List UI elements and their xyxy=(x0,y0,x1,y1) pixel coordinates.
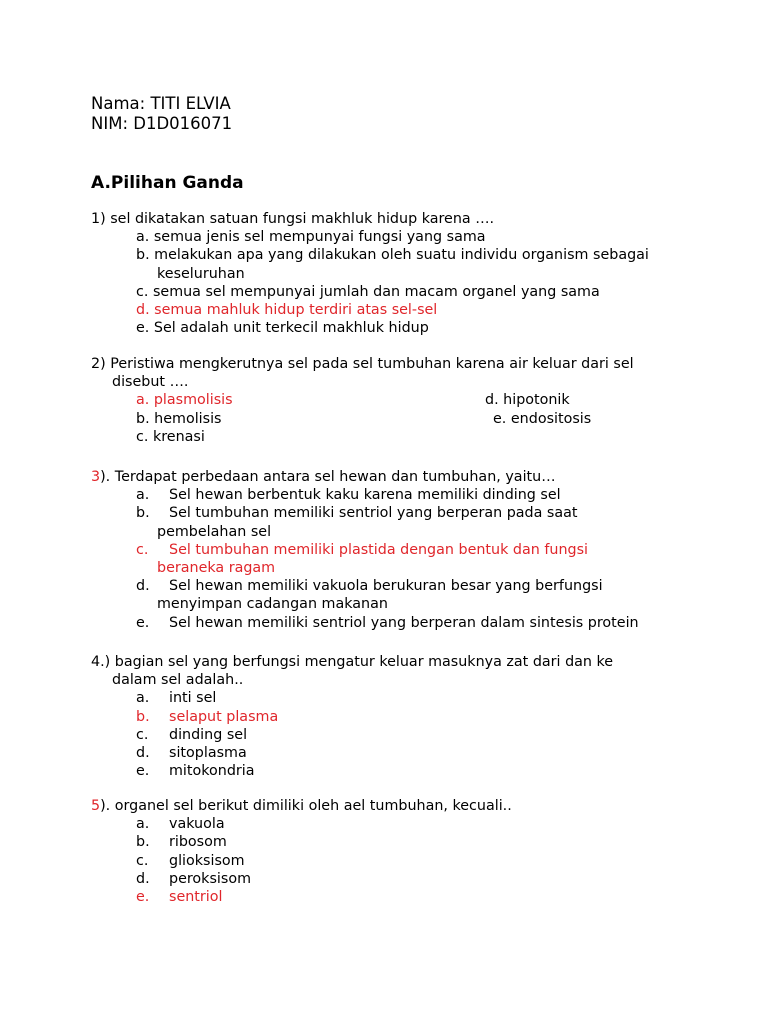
question-2-row-2 xyxy=(0,410,768,428)
question-1-text: 1) sel dikatakan satuan fungsi makhluk hidup karena …. xyxy=(91,211,495,227)
question-2-text: 2) Peristiwa mengkerutnya sel pada sel tumbuhan karena air keluar dari sel xyxy=(91,356,634,372)
question-4-option-e: e. mitokondria xyxy=(136,763,255,780)
question-4-option-d: d. sitoplasma xyxy=(136,744,247,761)
question-4-option-c: c. dinding sel xyxy=(136,726,248,743)
question-1-option-a: a. semua jenis sel mempunyai fungsi yang sama xyxy=(136,229,486,246)
question-5-number: 5 xyxy=(91,798,101,814)
question-5-option-a: a. vakuola xyxy=(136,816,225,833)
question-3-option-d-cont: menyimpan cadangan makanan xyxy=(157,596,388,613)
student-header xyxy=(91,94,232,134)
question-5-option-e-answer: e. sentriol xyxy=(136,888,223,905)
question-5-option-c: c. glioksisom xyxy=(136,852,245,869)
question-3-number: 3 xyxy=(91,469,101,485)
student-name: Nama: TITI ELVIA xyxy=(91,94,231,113)
student-nim: NIM: D1D016071 xyxy=(91,114,233,133)
question-3-text xyxy=(0,468,768,486)
question-3-option-a: a. Sel hewan berbentuk kaku karena memiliki dinding sel xyxy=(136,487,561,504)
question-3 xyxy=(0,468,768,632)
question-4-option-b-answer: b. selaput plasma xyxy=(136,708,279,725)
question-1-option-c: c. semua sel mempunyai jumlah dan macam organel yang sama xyxy=(136,283,600,300)
question-2-text-cont: disebut …. xyxy=(112,374,189,391)
question-2-row-1 xyxy=(0,391,768,409)
question-5-option-d: d. peroksisom xyxy=(136,870,252,887)
question-1 xyxy=(0,210,768,337)
question-3-option-c-cont: beraneka ragam xyxy=(157,559,276,576)
question-2-option-e: e. endositosis xyxy=(493,410,592,427)
section-title: A.Pilihan Ganda xyxy=(91,173,244,193)
question-4-text: 4.) bagian sel yang berfungsi mengatur keluar masuknya zat dari dan ke xyxy=(91,654,614,670)
question-3-option-b-cont: pembelahan sel xyxy=(157,523,272,540)
question-5-option-b: b. ribosom xyxy=(136,834,227,851)
question-3-option-e: e. Sel hewan memiliki sentriol yang berperan dalam sintesis protein xyxy=(136,614,639,631)
question-1-option-b: b. melakukan apa yang dilakukan oleh suatu individu organism sebagai xyxy=(136,247,649,264)
question-2 xyxy=(0,355,768,446)
question-2-option-b: b. hemolisis xyxy=(136,410,222,427)
question-3-option-c-answer: c. Sel tumbuhan memiliki plastida dengan bentuk dan fungsi xyxy=(136,541,589,558)
question-3-text-rest: ). Terdapat perbedaan antara sel hewan dan tumbuhan, yaitu… xyxy=(100,469,556,485)
question-1-option-e: e. Sel adalah unit terkecil makhluk hidup xyxy=(136,320,429,337)
question-2-option-a-answer: a. plasmolisis xyxy=(136,392,233,409)
question-2-option-d: d. hipotonik xyxy=(485,392,570,409)
question-1-option-b-cont: keseluruhan xyxy=(157,265,245,282)
question-2-option-c: c. krenasi xyxy=(136,428,205,445)
question-3-option-d: d. Sel hewan memiliki vakuola berukuran besar yang berfungsi xyxy=(136,578,603,595)
question-3-option-b: b. Sel tumbuhan memiliki sentriol yang berperan pada saat xyxy=(136,505,578,522)
question-5-text xyxy=(0,797,768,815)
question-4-option-a: a. inti sel xyxy=(136,690,217,707)
question-4 xyxy=(0,653,768,780)
question-5 xyxy=(0,797,768,906)
question-1-option-d-answer: d. semua mahluk hidup terdiri atas sel-sel xyxy=(136,301,438,318)
question-4-text-cont: dalam sel adalah.. xyxy=(112,672,244,689)
question-5-text-rest: ). organel sel berikut dimiliki oleh ael tumbuhan, kecuali.. xyxy=(100,798,512,814)
